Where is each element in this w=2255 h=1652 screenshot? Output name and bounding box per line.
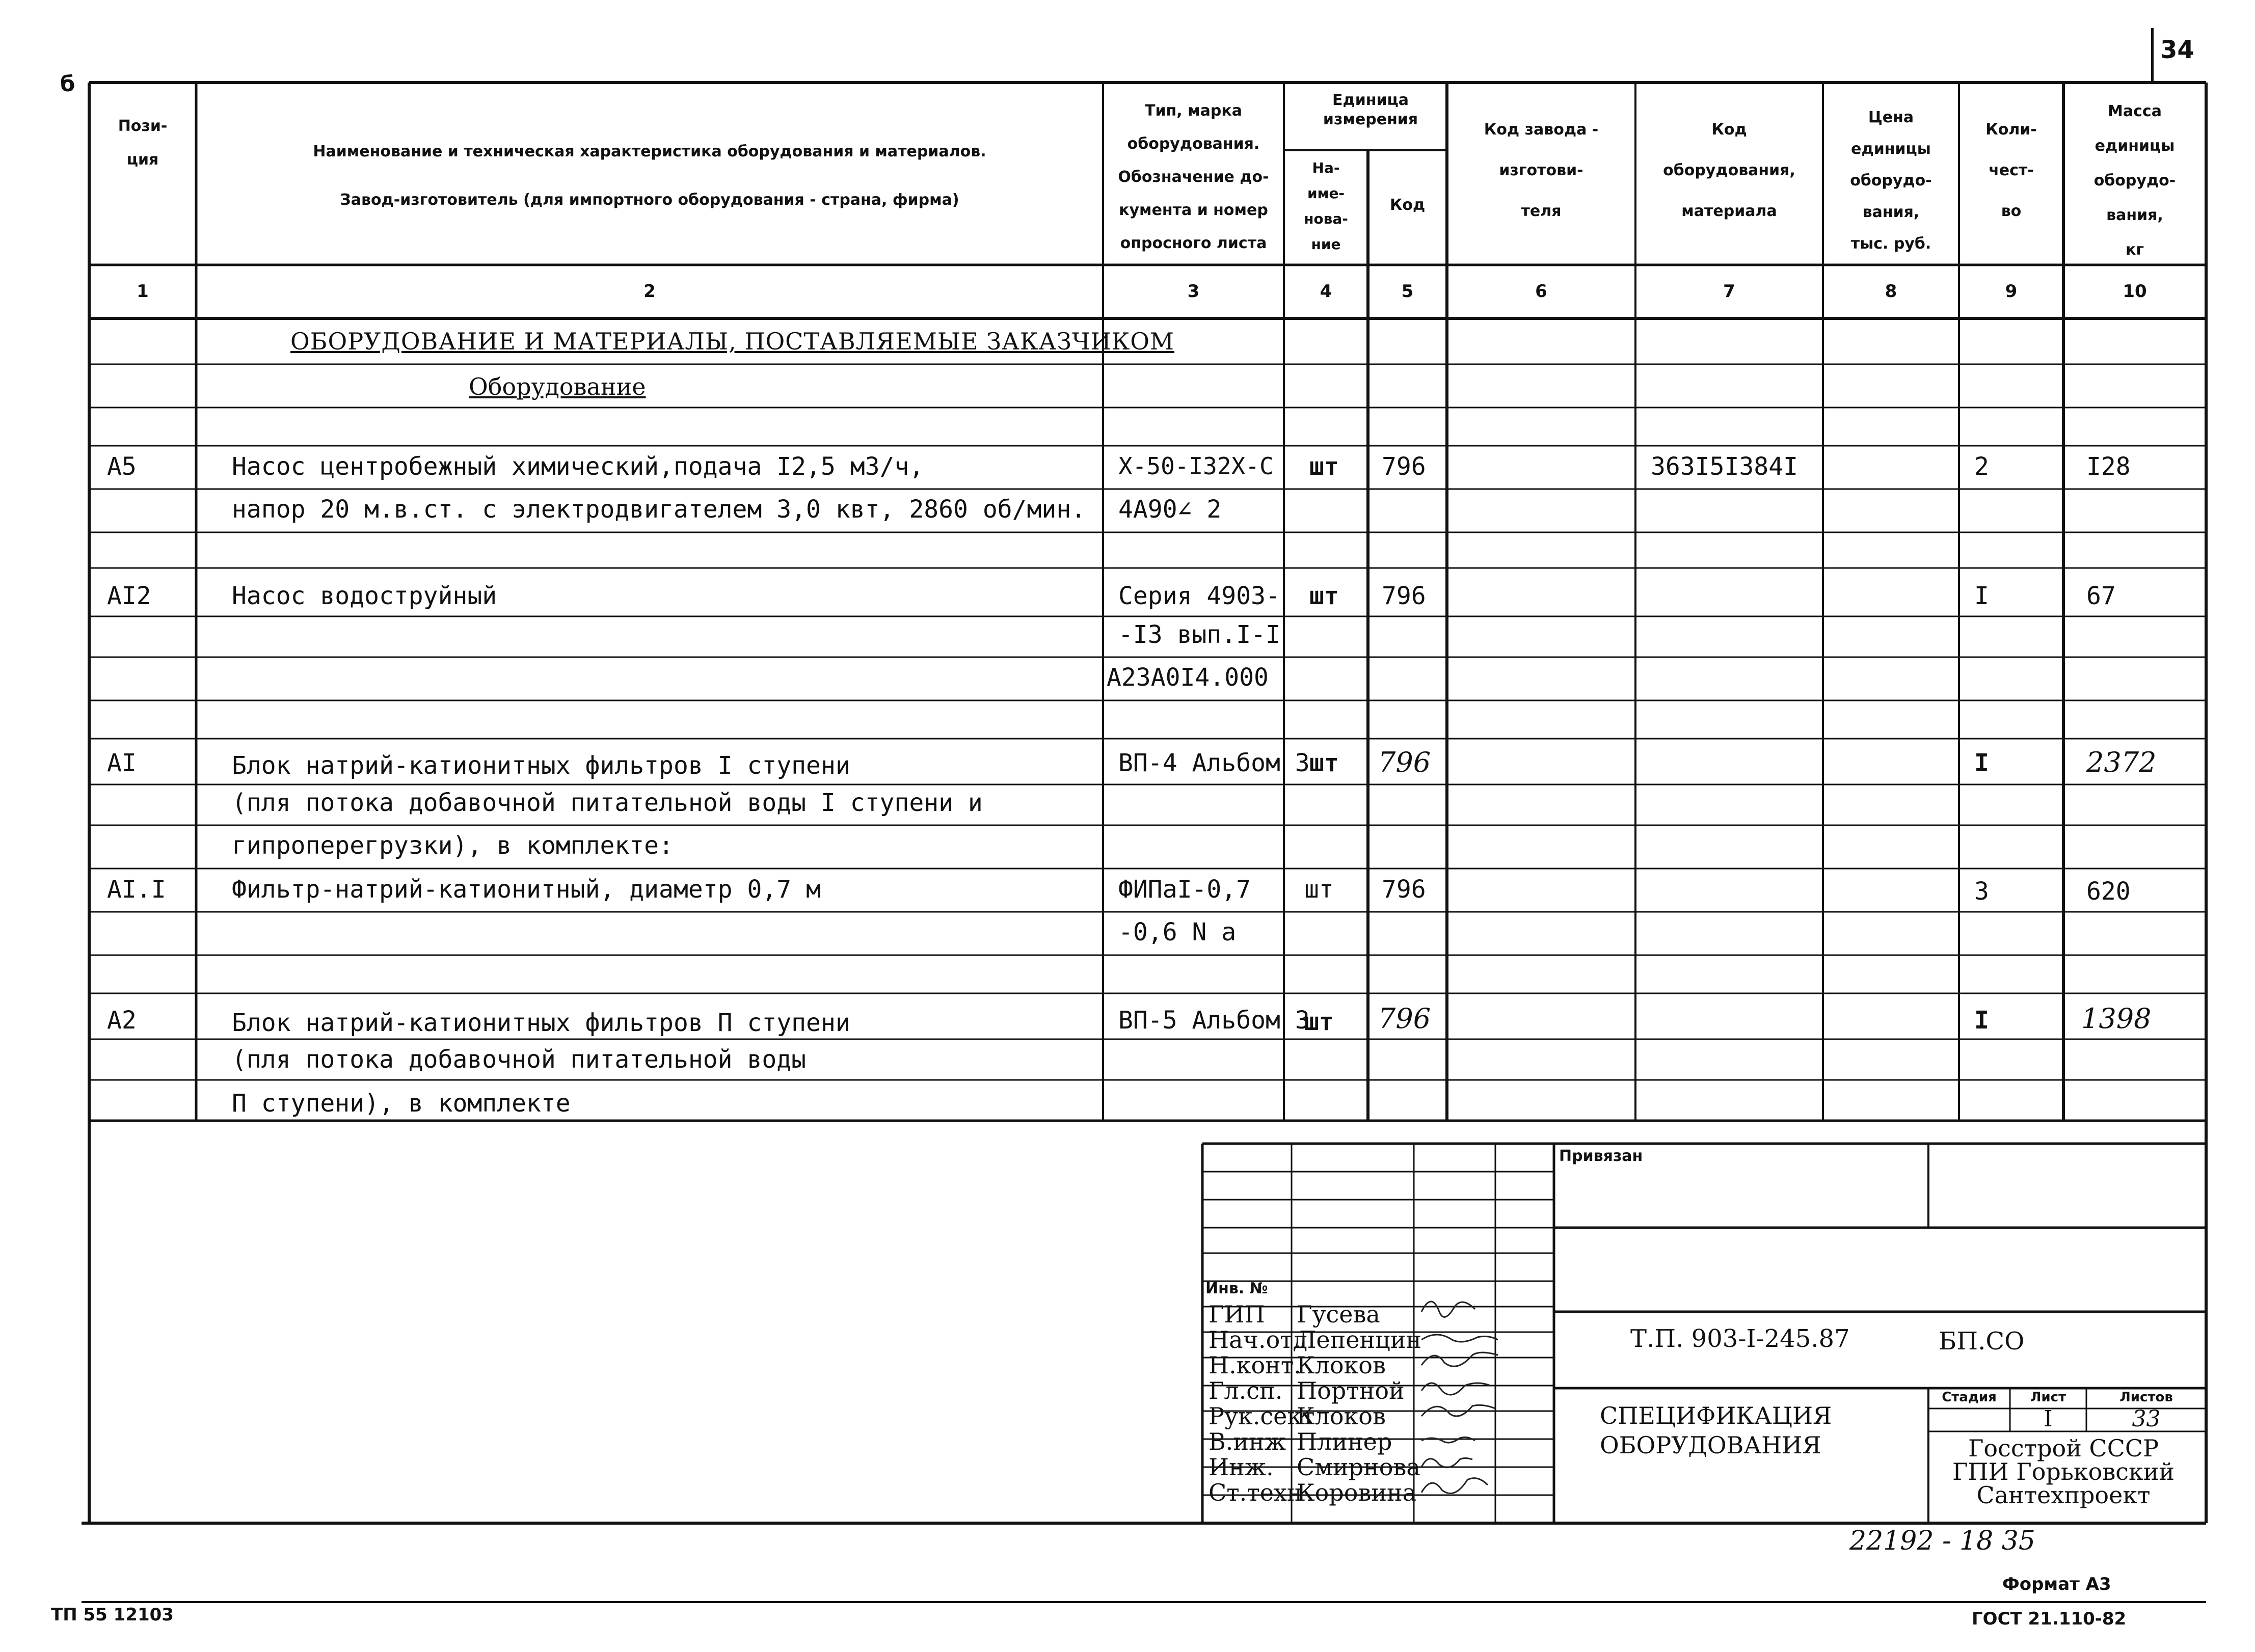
staff-roles: ГИП Нач.отд Н.конт. Гл.сп. Рук.сект В.инж Инж. Ст.техн xyxy=(1209,1301,1315,1506)
row-ai-i-unit: шт xyxy=(1304,875,1334,904)
header-price: Цена единицы оборудо- вания, тыс. руб. xyxy=(1850,109,1932,253)
row-a5-name: Насос центробежный химический,подача I2,5 м3/ч, xyxy=(232,452,924,481)
gost-label: ГОСТ 21.110-82 xyxy=(1972,1609,2127,1629)
tp-code: ТП 55 12103 xyxy=(51,1605,174,1625)
row-a5-qty: 2 xyxy=(1974,452,1989,481)
organization: Госстрой СССР ГПИ Горьковский Сантехпроект xyxy=(1952,1434,2175,1509)
corner-mark: б xyxy=(60,71,75,96)
row-a5-mass: I28 xyxy=(2086,452,2131,481)
header-mass: Масса единицы оборудо- вания, кг xyxy=(2093,102,2176,259)
header-name: Наименование и техническая характеристика оборудования и материалов. Завод-изготовитель (для импортного оборудования - страна, фирма) xyxy=(313,143,986,209)
row-ai-i-type: ФИПаI-0,7 xyxy=(1118,875,1251,904)
row-ai2-qty: I xyxy=(1974,582,1989,610)
row-ai2-name: Насос водоструйный xyxy=(232,582,497,610)
sheet-value: I xyxy=(2044,1406,2053,1432)
row-ai-i-code: 796 xyxy=(1382,875,1426,904)
row-a5-type: Х-50-I32Х-С xyxy=(1118,452,1274,480)
col-num-5: 5 xyxy=(1401,281,1414,302)
row-ai-qty: I xyxy=(1974,749,1989,777)
handwritten-number: 22192 - 18 35 xyxy=(1849,1526,2035,1556)
privyazan-label: Привязан xyxy=(1559,1147,1643,1165)
subsection-heading: Оборудование xyxy=(469,373,646,400)
row-a2-code: 796 xyxy=(1378,1003,1431,1035)
section-heading: ОБОРУДОВАНИЕ И МАТЕРИАЛЫ, ПОСТАВЛЯЕМЫЕ ЗАКАЗЧИКОМ xyxy=(290,328,1175,355)
row-ai-i-type-2: -0,6 N a xyxy=(1118,918,1237,946)
inv-no-label: Инв. № xyxy=(1205,1280,1268,1297)
row-ai-i-name: Фильтр-натрий-катионитный, диаметр 0,7 м xyxy=(232,875,821,904)
row-ai-i-qty: 3 xyxy=(1974,877,1989,906)
row-a5-name-2: напор 20 м.в.ст. с электродвигателем 3,0 квт, 2860 об/мин. xyxy=(232,495,1086,524)
row-ai2-type-2: -I3 вып.I-I xyxy=(1118,620,1280,649)
pos-ai-i: АI.I xyxy=(107,875,166,904)
row-a2-unit: шт xyxy=(1304,1008,1334,1036)
row-a2-mass: 1398 xyxy=(2081,1003,2152,1035)
sheets-value: 33 xyxy=(2132,1406,2161,1432)
row-ai2-mass: 67 xyxy=(2086,582,2116,610)
sheet-label: Лист xyxy=(2030,1390,2066,1405)
row-a2-name: Блок натрий-катионитных фильтров П ступени xyxy=(232,1009,850,1037)
header-equip-code: Код оборудования, материала xyxy=(1663,121,1795,220)
row-ai2-type: Серия 4903- xyxy=(1118,582,1280,610)
col-num-7: 7 xyxy=(1723,281,1735,302)
col-num-2: 2 xyxy=(643,281,656,302)
signatures xyxy=(1416,1284,1539,1523)
row-a5-unit: шт xyxy=(1309,452,1339,481)
row-ai2-unit: шт xyxy=(1309,582,1339,610)
pos-ai: АI xyxy=(107,749,137,777)
row-ai-i-mass: 620 xyxy=(2086,877,2131,906)
row-ai-type: ВП-4 Альбом 3 xyxy=(1118,749,1310,777)
format-label: Формат А3 xyxy=(2002,1574,2111,1594)
row-a2-qty: I xyxy=(1974,1006,1989,1035)
col-num-9: 9 xyxy=(2005,281,2018,302)
row-a2-name-3: П ступени), в комплекте xyxy=(232,1089,571,1118)
row-ai-code: 796 xyxy=(1378,746,1431,778)
pos-a5: А5 xyxy=(107,452,137,481)
row-ai2-code: 796 xyxy=(1382,582,1426,610)
staff-names: Гусева Лепенцин Клоков Портной Клоков Плинер Смирнова Коровина xyxy=(1297,1301,1422,1506)
row-ai-name-3: гипроперегрузки), в комплекте: xyxy=(232,831,674,860)
header-type: Тип, марка оборудования. Обозначение до- кумента и номер опросного листа xyxy=(1118,102,1269,252)
row-ai-name-2: (пля потока добавочной питательной воды I ступени и xyxy=(232,789,983,817)
pos-ai2: АI2 xyxy=(107,582,151,610)
col-num-8: 8 xyxy=(1885,281,1897,302)
document-title: СПЕЦИФИКАЦИЯ ОБОРУДОВАНИЯ xyxy=(1600,1402,1832,1459)
col-num-10: 10 xyxy=(2123,281,2147,302)
row-a5-code: 796 xyxy=(1382,452,1426,481)
stage-label: Стадия xyxy=(1942,1390,1997,1405)
header-factory-code: Код завода - изготови- теля xyxy=(1484,121,1599,220)
row-a2-name-2: (пля потока добавочной питательной воды xyxy=(232,1045,807,1074)
designation: Т.П. 903-I-245.87 xyxy=(1630,1324,1850,1353)
header-unit-code: Код xyxy=(1389,196,1426,214)
sheet-number-top: 34 xyxy=(2160,36,2194,64)
col-num-6: 6 xyxy=(1535,281,1547,302)
row-a5-equip-code: 363I5I384I xyxy=(1651,452,1798,481)
header-unit-name: На- име- нова- ние xyxy=(1304,159,1348,253)
header-unit: Единица измерения xyxy=(1323,91,1418,128)
row-ai-mass: 2372 xyxy=(2086,746,2157,778)
sheets-label: Листов xyxy=(2119,1390,2173,1405)
row-ai-unit: шт xyxy=(1309,749,1339,777)
header-position: Пози- ция xyxy=(118,117,168,169)
col-num-3: 3 xyxy=(1187,281,1200,302)
document-code: БП.СО xyxy=(1939,1327,2025,1356)
header-qty: Коли- чест- во xyxy=(1985,121,2037,220)
row-ai2-type-3: А23А0I4.000 xyxy=(1107,663,1269,692)
col-num-4: 4 xyxy=(1320,281,1332,302)
pos-a2: А2 xyxy=(107,1006,137,1035)
col-num-1: 1 xyxy=(137,281,149,302)
row-a5-type-2: 4А90∠ 2 xyxy=(1118,495,1222,524)
row-ai-name: Блок натрий-катионитных фильтров I ступени xyxy=(232,751,850,780)
row-a2-type: ВП-5 Альбом 3 xyxy=(1118,1006,1310,1035)
